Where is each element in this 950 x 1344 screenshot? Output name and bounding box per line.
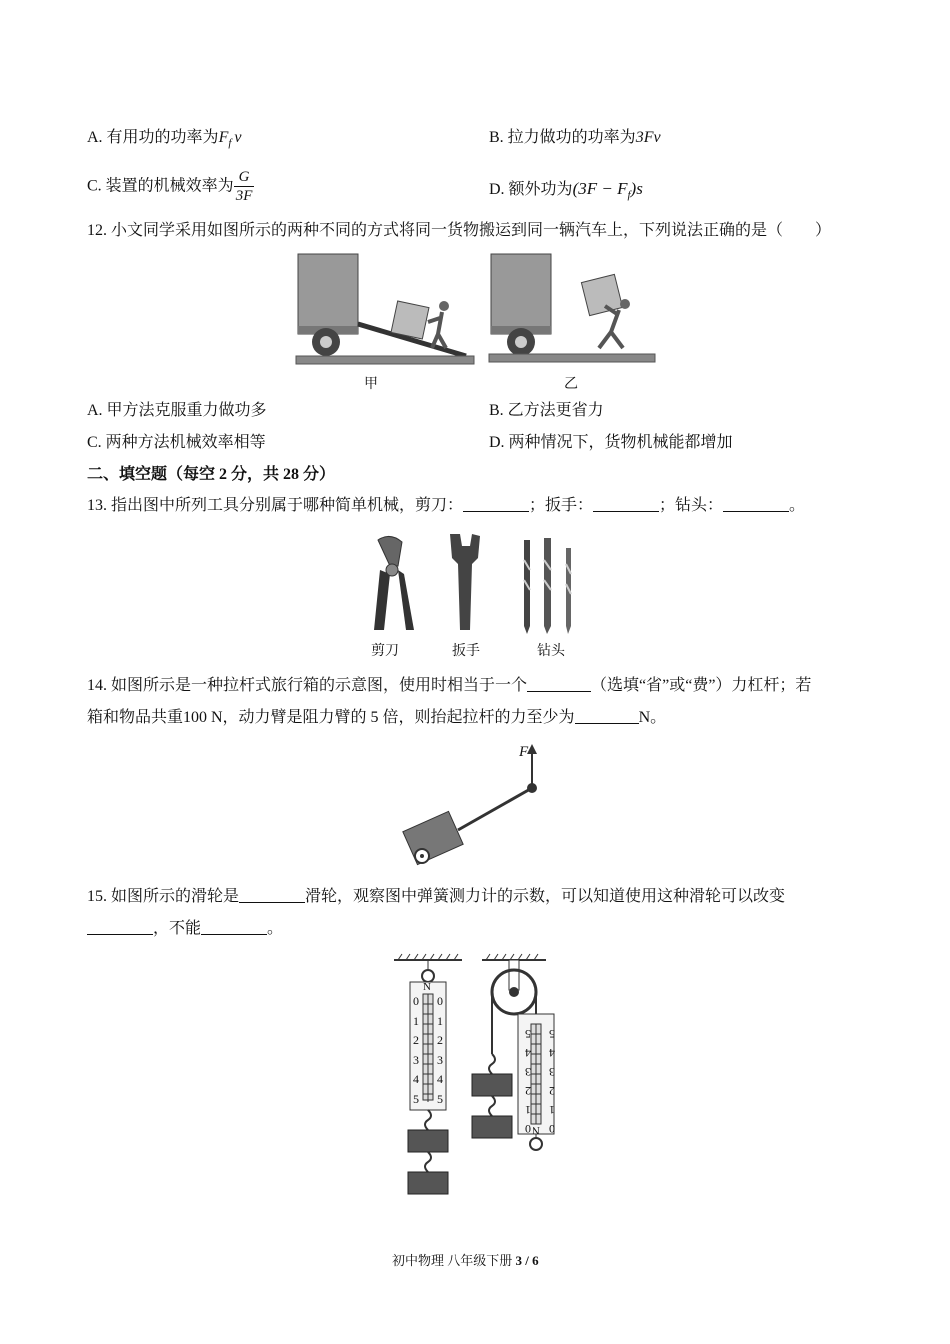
answer-blank-drill[interactable] [723,495,789,512]
right-scale-labels-left: 0 1 2 3 4 5 [525,1027,531,1136]
answer-blank-pulley-type[interactable] [239,886,305,903]
tool-label-drill: 钻头 [537,644,565,659]
q12-stem: 12. 小文同学采用如图所示的两种不同的方式将同一货物搬运到同一辆汽车上，下列说法正确的是（ ） [87,222,832,239]
force-label: F [519,744,529,760]
figure-truck-ramp [296,252,476,370]
q11-option-a: A. 有用功的功率为$F_f$ v [87,129,242,150]
figure-trolley-case [388,742,560,868]
q11-option-d: D. 额外功为$(3F - F_f)s$ [489,179,643,202]
q11-option-b: B. 拉力做功的功率为3Fv [489,129,661,146]
q12-option-c: C. 两种方法机械效率相等 [87,434,266,451]
answer-blank-cannot-change[interactable] [201,918,267,935]
q14-line2: 箱和物品共重100 N，动力臂是阻力臂的 5 倍，则抬起拉杆的力至少为 N。 [87,709,667,726]
tool-label-wrench: 扳手 [452,644,480,659]
q15-line2: ，不能 。 [87,918,283,940]
page-footer: 初中物理 八年级下册 3 / 6 [392,1253,539,1268]
answer-blank-lever-type[interactable] [527,675,591,692]
q13-stem: 13. 指出图中所列工具分别属于哪种简单机械，剪刀： ；扳手： ；钻头： 。 [87,497,806,514]
q11-option-c: C. 装置的机械效率为 $\frac{G}{3F}$ [87,169,253,204]
q15-line1: 15. 如图所示的滑轮是 滑轮，观察图中弹簧测力计的示数，可以知道使用这种滑轮可以改变 [87,888,786,905]
left-scale-labels-left: 0 1 2 3 4 5 [413,994,419,1106]
section-title: 二、填空题（每空 2 分，共 28 分） [87,466,336,483]
left-scale-unit: N [423,981,431,993]
answer-blank-force[interactable] [575,707,639,724]
figure-truck-lift [489,252,659,370]
figure-label-jia: 甲 [364,377,378,392]
fraction: $\frac{G}{3F}$ [235,169,253,204]
q12-option-b: B. 乙方法更省力 [489,402,604,419]
answer-blank-can-change[interactable] [87,918,153,935]
left-scale-labels-right: 0 1 2 3 4 5 [437,994,443,1106]
right-scale-labels-right: 0 1 2 3 4 5 [549,1027,555,1136]
answer-blank-wrench[interactable] [593,495,659,512]
q12-option-a: A. 甲方法克服重力做功多 [87,402,267,419]
q12-option-d: D. 两种情况下，货物机械能都增加 [489,434,733,451]
figure-label-yi: 乙 [564,377,578,392]
q14-line1: 14. 如图所示是一种拉杆式旅行箱的示意图，使用时相当于一个 （选填“省”或“费”）力杠杆；若 [87,677,812,694]
figure-tools [368,530,588,638]
right-scale-unit: N [532,1124,540,1136]
tool-label-scissors: 剪刀 [371,644,399,659]
answer-blank-scissors[interactable] [463,495,529,512]
